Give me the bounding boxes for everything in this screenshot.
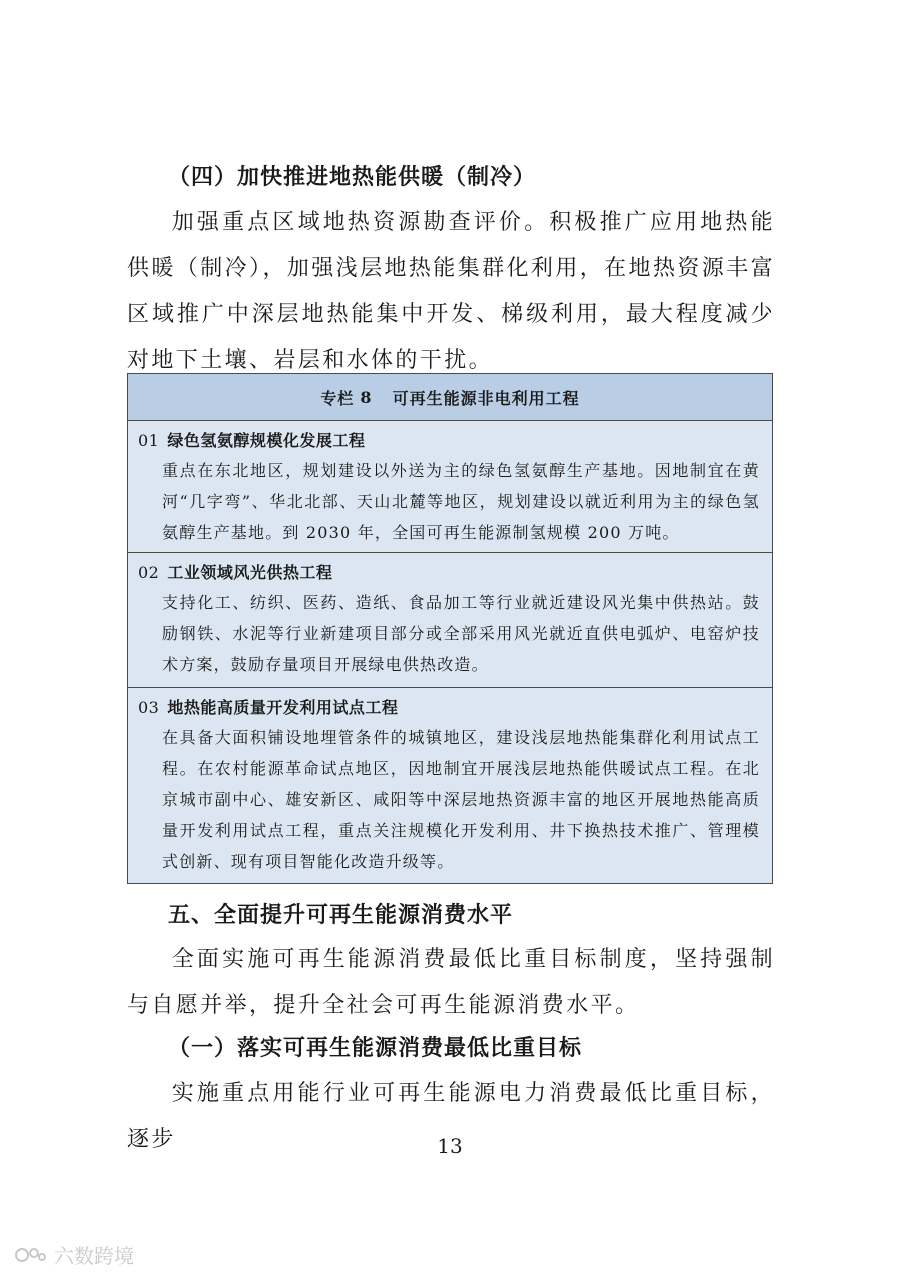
column-box-title: 可再生能源非电利用工程 [392,388,580,408]
column-section-title-text: 地热能高质量开发利用试点工程 [167,698,399,717]
section-heading-5-1: （一）落实可再生能源消费最低比重目标 [168,1035,583,1061]
column-section-title-text: 绿色氢氨醇规模化发展工程 [167,431,366,450]
column-section-body: 在具备大面积铺设地埋管条件的城镇地区，建设浅层地热能集群化利用试点工程。在农村能源革命试点地区，因地制宜开展浅层地热能供暖试点工程。在北京城市副中心、雄安新区、咸阳等中深层地热资源丰富的地区开展地热能高质量开发利用试点工程，重点关注规模化开发利用、井下换热技术推广、管理模式创新、现有项目智能化改造升级等。 [162,728,760,871]
watermark-logo-icon [14,1245,48,1265]
column-box-prefix: 专栏 [320,388,355,408]
column-box-number: 8 [360,387,373,407]
paragraph-geothermal [127,200,775,384]
column-section-body: 重点在东北地区，规划建设以外送为主的绿色氢氨醇生产基地。因地制宜在黄河“几字弯”、华北北部、天山北麓等地区，规划建设以就近利用为主的绿色氢氨醇生产基地。到 2030 年，全国可再生能源制氢规模 200 万吨。 [162,461,760,542]
column-box [127,373,773,884]
section-heading-4: （四）加快推进地热能供暖（制冷） [168,164,537,190]
column-section [128,688,772,884]
column-section-body: 支持化工、纺织、医药、造纸、食品加工等行业就近建设风光集中供热站。鼓励钢铁、水泥等行业新建项目部分或全部采用风光就近直供电弧炉、电窑炉技术方案，鼓励存量项目开展绿电供热改造。 [162,593,760,674]
watermark-text: 六数跨境 [54,1244,134,1268]
column-section [128,553,772,688]
paragraph-consumption-text: 全面实施可再生能源消费最低比重目标制度，坚持强制与自愿并举，提升全社会可再生能源消费水平。 [127,947,775,1018]
paragraph-consumption [127,937,775,1029]
column-section-title [138,559,760,587]
chapter-heading-5: 五、全面提升可再生能源消费水平 [168,903,514,928]
column-section-index: 02 [138,563,160,582]
paragraph-geothermal-text: 加强重点区域地热资源勘查评价。积极推广应用地热能供暖（制冷），加强浅层地热能集群化利用，在地热资源丰富区域推广中深层地热能集中开发、梯级利用，最大程度减少对地下土壤、岩层和水体的干扰。 [127,210,775,373]
page-number: 13 [437,1134,463,1158]
column-section-title [138,694,760,722]
column-section-index: 03 [138,698,160,717]
column-section-title-text: 工业领域风光供热工程 [167,563,333,582]
column-box-header [128,374,772,421]
column-section [128,421,772,553]
paragraph-target-text: 实施重点用能行业可再生能源电力消费最低比重目标，逐步 [127,1081,775,1152]
column-section-title [138,427,760,455]
watermark [14,1240,134,1269]
column-section-index: 01 [138,431,160,450]
